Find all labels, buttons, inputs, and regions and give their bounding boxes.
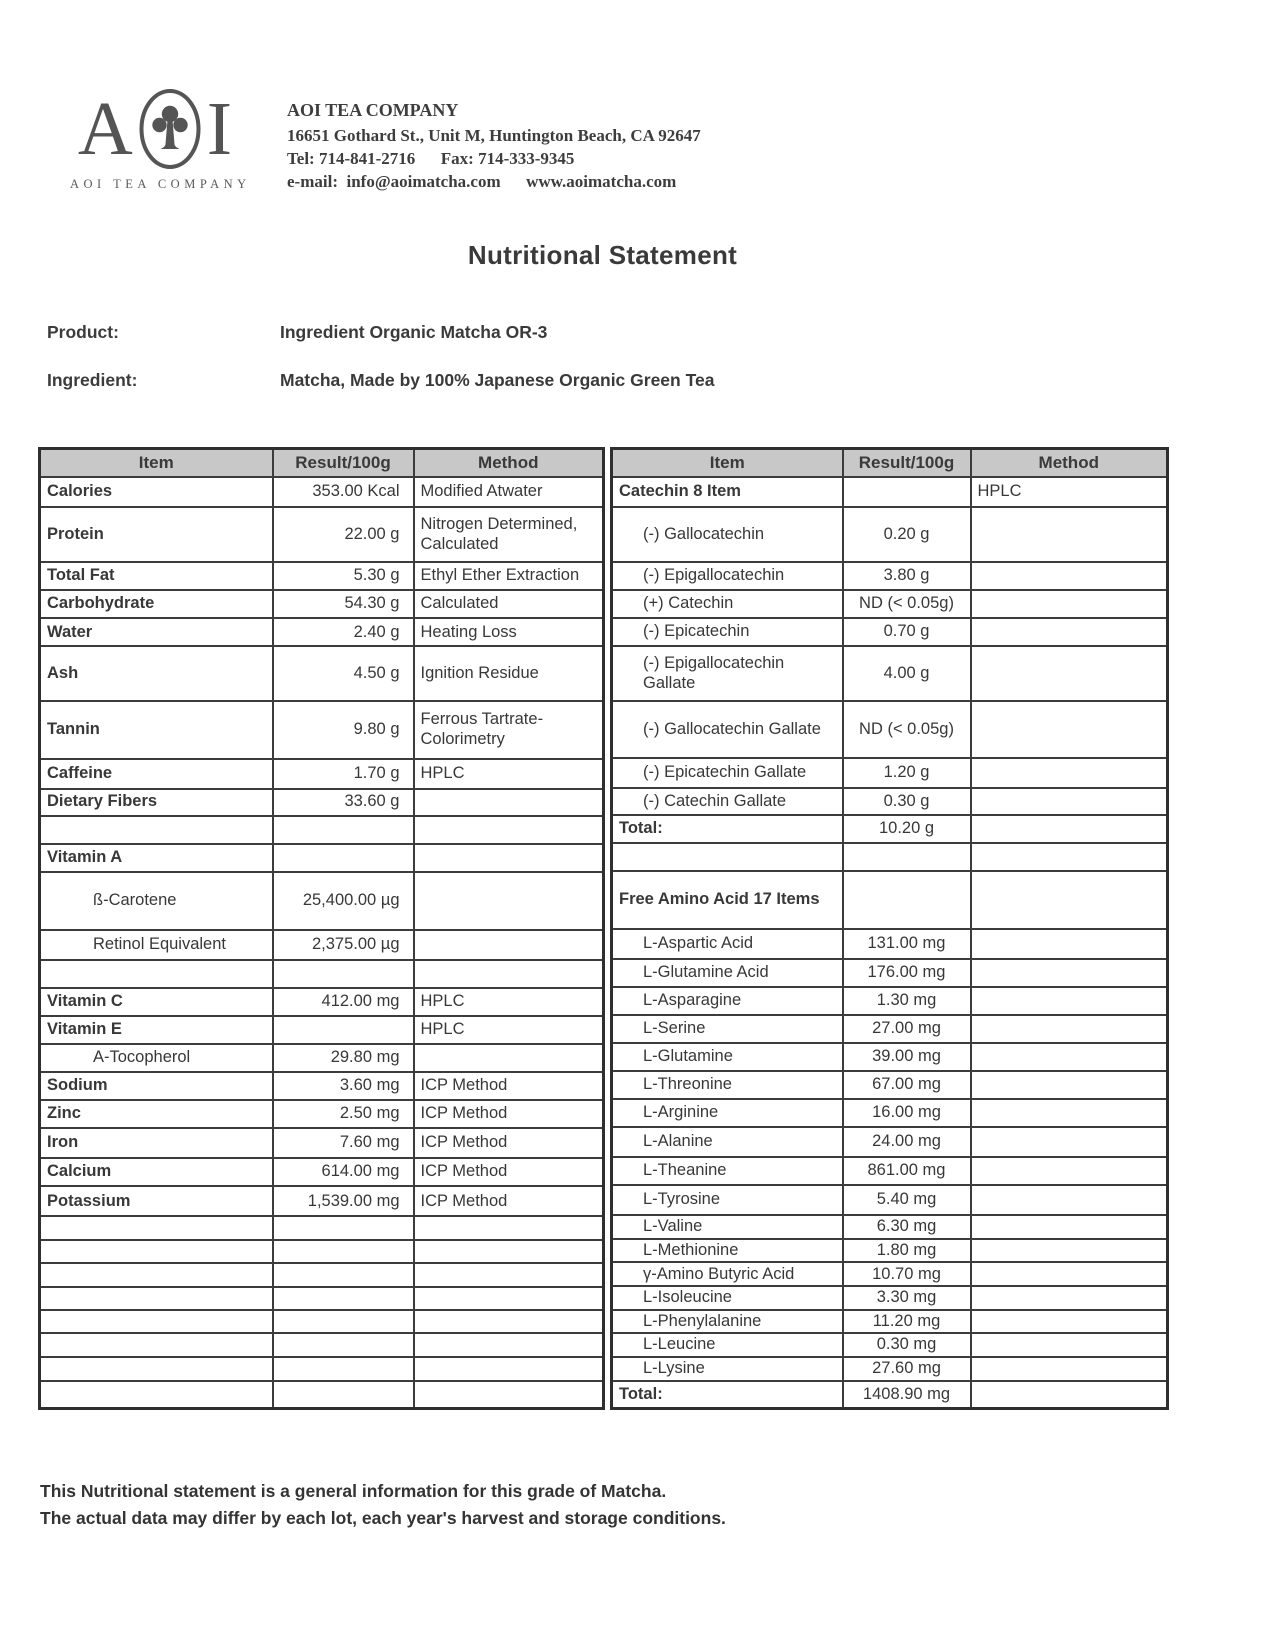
result-cell: 33.60 g (273, 789, 414, 816)
method-cell (971, 1185, 1168, 1215)
method-cell: ICP Method (414, 1128, 604, 1158)
result-cell: 5.30 g (273, 562, 414, 590)
result-cell: 0.30 g (843, 788, 971, 815)
result-cell: 1408.90 mg (843, 1381, 971, 1409)
result-cell: 22.00 g (273, 507, 414, 562)
result-cell (273, 844, 414, 872)
item-cell (40, 1333, 273, 1356)
method-cell: Ethyl Ether Extraction (414, 562, 604, 590)
item-cell: L-Threonine (612, 1071, 843, 1099)
method-cell (971, 1015, 1168, 1043)
item-cell: Iron (40, 1128, 273, 1158)
method-cell (971, 1239, 1168, 1262)
item-cell: (-) Epigallocatechin (612, 562, 843, 590)
table-row (612, 562, 1168, 590)
result-cell: 29.80 mg (273, 1044, 414, 1072)
tree-in-oval-icon (138, 88, 202, 170)
result-cell: 10.70 mg (843, 1262, 971, 1286)
method-cell: HPLC (414, 1016, 604, 1044)
method-cell (414, 1310, 604, 1333)
method-cell (971, 1215, 1168, 1239)
item-cell: Calories (40, 477, 273, 507)
method-cell (971, 815, 1168, 843)
result-cell: ND (< 0.05g) (843, 701, 971, 758)
item-cell (40, 1240, 273, 1263)
table-row (40, 816, 604, 844)
table-row (40, 1381, 604, 1409)
table-row (612, 871, 1168, 929)
table-row (40, 1016, 604, 1044)
method-cell (971, 1127, 1168, 1157)
result-cell: 1,539.00 mg (273, 1186, 414, 1216)
result-cell: 27.00 mg (843, 1015, 971, 1043)
result-cell: 2.50 mg (273, 1100, 414, 1128)
item-cell: Dietary Fibers (40, 789, 273, 816)
item-cell: Free Amino Acid 17 Items (612, 871, 843, 929)
method-cell (971, 646, 1168, 701)
method-cell: ICP Method (414, 1100, 604, 1128)
result-cell: 131.00 mg (843, 929, 971, 959)
method-cell: HPLC (971, 477, 1168, 507)
col-header-item: Item (612, 449, 843, 478)
item-cell: Potassium (40, 1186, 273, 1216)
method-cell (971, 871, 1168, 929)
company-name: AOI TEA COMPANY (287, 100, 459, 120)
item-cell: Vitamin E (40, 1016, 273, 1044)
method-cell (971, 590, 1168, 618)
item-cell: Total Fat (40, 562, 273, 590)
table-row (612, 987, 1168, 1015)
item-cell: Ash (40, 646, 273, 701)
company-logo (70, 87, 251, 192)
result-cell (843, 871, 971, 929)
result-cell: 7.60 mg (273, 1128, 414, 1158)
company-info (287, 100, 701, 193)
ingredient-value: Matcha, Made by 100% Japanese Organic Green Tea (280, 370, 715, 390)
item-cell: Vitamin C (40, 988, 273, 1016)
result-cell: 24.00 mg (843, 1127, 971, 1157)
method-cell (971, 987, 1168, 1015)
table-row (612, 507, 1168, 562)
result-cell (273, 816, 414, 844)
result-cell: ND (< 0.05g) (843, 590, 971, 618)
method-cell: Ferrous Tartrate- Colorimetry (414, 701, 604, 758)
footer-line-1: This Nutritional statement is a general information for this grade of Matcha. (40, 1481, 667, 1501)
method-cell (414, 1216, 604, 1240)
table-row (612, 1381, 1168, 1409)
item-cell: Total: (612, 815, 843, 843)
table-row (612, 1333, 1168, 1356)
table-row (40, 618, 604, 646)
result-cell: 10.20 g (843, 815, 971, 843)
result-cell (273, 1287, 414, 1310)
table-row (40, 988, 604, 1016)
result-cell (273, 1263, 414, 1287)
table-row (612, 929, 1168, 959)
result-cell: 3.60 mg (273, 1072, 414, 1100)
table-row (40, 701, 604, 758)
logo-letter-a: A (77, 87, 133, 171)
col-header-result: Result/100g (273, 449, 414, 478)
method-cell (414, 872, 604, 930)
method-cell (414, 1357, 604, 1381)
table-row (40, 646, 604, 701)
table-row (40, 1072, 604, 1100)
item-cell: L-Valine (612, 1215, 843, 1239)
item-cell (40, 1357, 273, 1381)
table-row (612, 959, 1168, 987)
method-cell (414, 930, 604, 960)
item-cell: Carbohydrate (40, 590, 273, 618)
item-cell (40, 1381, 273, 1409)
table-row (40, 1240, 604, 1263)
col-header-result: Result/100g (843, 449, 971, 478)
logo-caption: AOI TEA COMPANY (70, 177, 251, 191)
method-cell (971, 1071, 1168, 1099)
table-row (612, 758, 1168, 788)
item-cell: L-Asparagine (612, 987, 843, 1015)
result-cell: 1.20 g (843, 758, 971, 788)
table-row (40, 477, 604, 507)
method-cell (971, 618, 1168, 646)
item-cell: A-Tocopherol (40, 1044, 273, 1072)
result-cell: 9.80 g (273, 701, 414, 758)
item-cell: Tannin (40, 701, 273, 758)
table-row (612, 1185, 1168, 1215)
method-cell: Heating Loss (414, 618, 604, 646)
item-cell: Catechin 8 Item (612, 477, 843, 507)
result-cell: 0.20 g (843, 507, 971, 562)
item-cell: Caffeine (40, 759, 273, 789)
item-cell: Zinc (40, 1100, 273, 1128)
col-header-method: Method (971, 449, 1168, 478)
item-cell (40, 816, 273, 844)
item-cell: L-Arginine (612, 1099, 843, 1127)
item-cell: Water (40, 618, 273, 646)
method-cell (971, 507, 1168, 562)
col-header-method: Method (414, 449, 604, 478)
footer-notes (40, 1478, 726, 1532)
table-row (612, 1043, 1168, 1071)
table-row (612, 477, 1168, 507)
company-address: 16651 Gothard St., Unit M, Huntington Beach, CA 92647 (287, 126, 701, 145)
nutrition-table-left (38, 447, 605, 1410)
method-cell (971, 1333, 1168, 1356)
result-cell: 412.00 mg (273, 988, 414, 1016)
item-cell: (-) Epigallocatechin Gallate (612, 646, 843, 701)
table-row (612, 1157, 1168, 1185)
method-cell (414, 1044, 604, 1072)
result-cell (273, 1333, 414, 1356)
item-cell: L-Glutamine (612, 1043, 843, 1071)
method-cell (971, 1357, 1168, 1381)
product-value: Ingredient Organic Matcha OR-3 (280, 322, 548, 342)
col-header-item: Item (40, 449, 273, 478)
item-cell: L-Alanine (612, 1127, 843, 1157)
result-cell: 614.00 mg (273, 1158, 414, 1186)
item-cell: L-Serine (612, 1015, 843, 1043)
table-row (40, 789, 604, 816)
result-cell: 6.30 mg (843, 1215, 971, 1239)
item-cell: Calcium (40, 1158, 273, 1186)
item-cell: L-Leucine (612, 1333, 843, 1356)
table-row (612, 590, 1168, 618)
result-cell: 16.00 mg (843, 1099, 971, 1127)
item-cell: ß-Carotene (40, 872, 273, 930)
table-row (40, 1333, 604, 1356)
result-cell: 3.80 g (843, 562, 971, 590)
method-cell: Nitrogen Determined, Calculated (414, 507, 604, 562)
method-cell (414, 1263, 604, 1287)
result-cell (273, 1016, 414, 1044)
header-row (612, 449, 1168, 478)
item-cell: L-Aspartic Acid (612, 929, 843, 959)
result-cell: 5.40 mg (843, 1185, 971, 1215)
item-cell: (-) Catechin Gallate (612, 788, 843, 815)
table-row (612, 1015, 1168, 1043)
method-cell (971, 1381, 1168, 1409)
result-cell (273, 960, 414, 988)
method-cell (414, 816, 604, 844)
table-row (40, 930, 604, 960)
table-row (612, 1071, 1168, 1099)
table-row (612, 646, 1168, 701)
method-cell (971, 1310, 1168, 1333)
table-row (40, 759, 604, 789)
item-cell: Sodium (40, 1072, 273, 1100)
method-cell (971, 1043, 1168, 1071)
logo-letter-i: I (206, 87, 233, 171)
nutrition-table-right (610, 447, 1169, 1410)
result-cell: 54.30 g (273, 590, 414, 618)
item-cell: (-) Epicatechin Gallate (612, 758, 843, 788)
method-cell (971, 959, 1168, 987)
item-cell: Protein (40, 507, 273, 562)
company-email-web: e-mail: info@aoimatcha.com www.aoimatcha.com (287, 172, 677, 191)
table-row (612, 1127, 1168, 1157)
result-cell: 27.60 mg (843, 1357, 971, 1381)
result-cell: 3.30 mg (843, 1286, 971, 1309)
item-cell (40, 1310, 273, 1333)
item-cell (40, 1287, 273, 1310)
result-cell: 67.00 mg (843, 1071, 971, 1099)
item-cell: (-) Gallocatechin (612, 507, 843, 562)
footer-line-2: The actual data may differ by each lot, each year's harvest and storage conditions. (40, 1508, 726, 1529)
method-cell (971, 1262, 1168, 1286)
method-cell: HPLC (414, 759, 604, 789)
item-cell: Vitamin A (40, 844, 273, 872)
result-cell (843, 477, 971, 507)
table-row (612, 1215, 1168, 1239)
result-cell: 25,400.00 µg (273, 872, 414, 930)
item-cell: L-Phenylalanine (612, 1310, 843, 1333)
result-cell: 1.30 mg (843, 987, 971, 1015)
table-row (40, 1186, 604, 1216)
item-cell: L-Tyrosine (612, 1185, 843, 1215)
method-cell: Calculated (414, 590, 604, 618)
result-cell (273, 1381, 414, 1409)
item-cell: Retinol Equivalent (40, 930, 273, 960)
table-row (612, 815, 1168, 843)
result-cell: 11.20 mg (843, 1310, 971, 1333)
method-cell (971, 758, 1168, 788)
table-row (612, 1357, 1168, 1381)
item-cell: (-) Gallocatechin Gallate (612, 701, 843, 758)
table-row (612, 1239, 1168, 1262)
item-cell (40, 960, 273, 988)
result-cell (273, 1240, 414, 1263)
method-cell (971, 843, 1168, 871)
item-cell (40, 1263, 273, 1287)
item-cell (612, 843, 843, 871)
result-cell: 353.00 Kcal (273, 477, 414, 507)
result-cell (273, 1310, 414, 1333)
ingredient-label: Ingredient: (47, 370, 138, 390)
logo-letters (70, 88, 240, 170)
table-row (612, 1099, 1168, 1127)
method-cell: Ignition Residue (414, 646, 604, 701)
item-cell: L-Glutamine Acid (612, 959, 843, 987)
item-cell: γ-Amino Butyric Acid (612, 1262, 843, 1286)
result-cell: 1.80 mg (843, 1239, 971, 1262)
method-cell (971, 788, 1168, 815)
table-row (612, 701, 1168, 758)
result-cell: 4.50 g (273, 646, 414, 701)
item-cell: Total: (612, 1381, 843, 1409)
method-cell: ICP Method (414, 1186, 604, 1216)
table-row (40, 507, 604, 562)
method-cell (414, 1381, 604, 1409)
table-row (612, 788, 1168, 815)
result-cell (273, 1357, 414, 1381)
result-cell: 176.00 mg (843, 959, 971, 987)
page-title: Nutritional Statement (467, 240, 738, 270)
table-row (40, 1310, 604, 1333)
method-cell (971, 1157, 1168, 1185)
table-row (40, 1357, 604, 1381)
company-tel-fax: Tel: 714-841-2716 Fax: 714-333-9345 (287, 149, 575, 168)
item-cell: (-) Epicatechin (612, 618, 843, 646)
result-cell (843, 843, 971, 871)
result-cell (273, 1216, 414, 1240)
item-cell (40, 1216, 273, 1240)
table-row (612, 1286, 1168, 1309)
nutrition-tables (38, 447, 1169, 1410)
method-cell (971, 1286, 1168, 1309)
result-cell: 0.70 g (843, 618, 971, 646)
table-row (40, 844, 604, 872)
method-cell (971, 929, 1168, 959)
method-cell (414, 1333, 604, 1356)
result-cell: 1.70 g (273, 759, 414, 789)
table-row (40, 1216, 604, 1240)
item-cell: (+) Catechin (612, 590, 843, 618)
header-row (40, 449, 604, 478)
product-label: Product: (47, 322, 119, 342)
table-row (40, 1263, 604, 1287)
result-cell: 2,375.00 µg (273, 930, 414, 960)
method-cell: Modified Atwater (414, 477, 604, 507)
item-cell: L-Isoleucine (612, 1286, 843, 1309)
result-cell: 861.00 mg (843, 1157, 971, 1185)
table-row (40, 1100, 604, 1128)
method-cell (971, 1099, 1168, 1127)
item-cell: L-Theanine (612, 1157, 843, 1185)
item-cell: L-Lysine (612, 1357, 843, 1381)
method-cell (414, 789, 604, 816)
result-cell: 0.30 mg (843, 1333, 971, 1356)
table-row (612, 1310, 1168, 1333)
table-row (40, 562, 604, 590)
item-cell: L-Methionine (612, 1239, 843, 1262)
table-row (612, 618, 1168, 646)
method-cell (971, 562, 1168, 590)
table-row (40, 1287, 604, 1310)
method-cell (414, 844, 604, 872)
table-row (40, 960, 604, 988)
table-row (40, 1128, 604, 1158)
method-cell (971, 701, 1168, 758)
method-cell: ICP Method (414, 1072, 604, 1100)
result-cell: 2.40 g (273, 618, 414, 646)
method-cell (414, 960, 604, 988)
method-cell: ICP Method (414, 1158, 604, 1186)
table-row (40, 872, 604, 930)
table-row (612, 1262, 1168, 1286)
method-cell (414, 1287, 604, 1310)
table-row (612, 843, 1168, 871)
table-row (40, 1044, 604, 1072)
method-cell: HPLC (414, 988, 604, 1016)
method-cell (414, 1240, 604, 1263)
table-row (40, 590, 604, 618)
result-cell: 4.00 g (843, 646, 971, 701)
result-cell: 39.00 mg (843, 1043, 971, 1071)
table-row (40, 1158, 604, 1186)
